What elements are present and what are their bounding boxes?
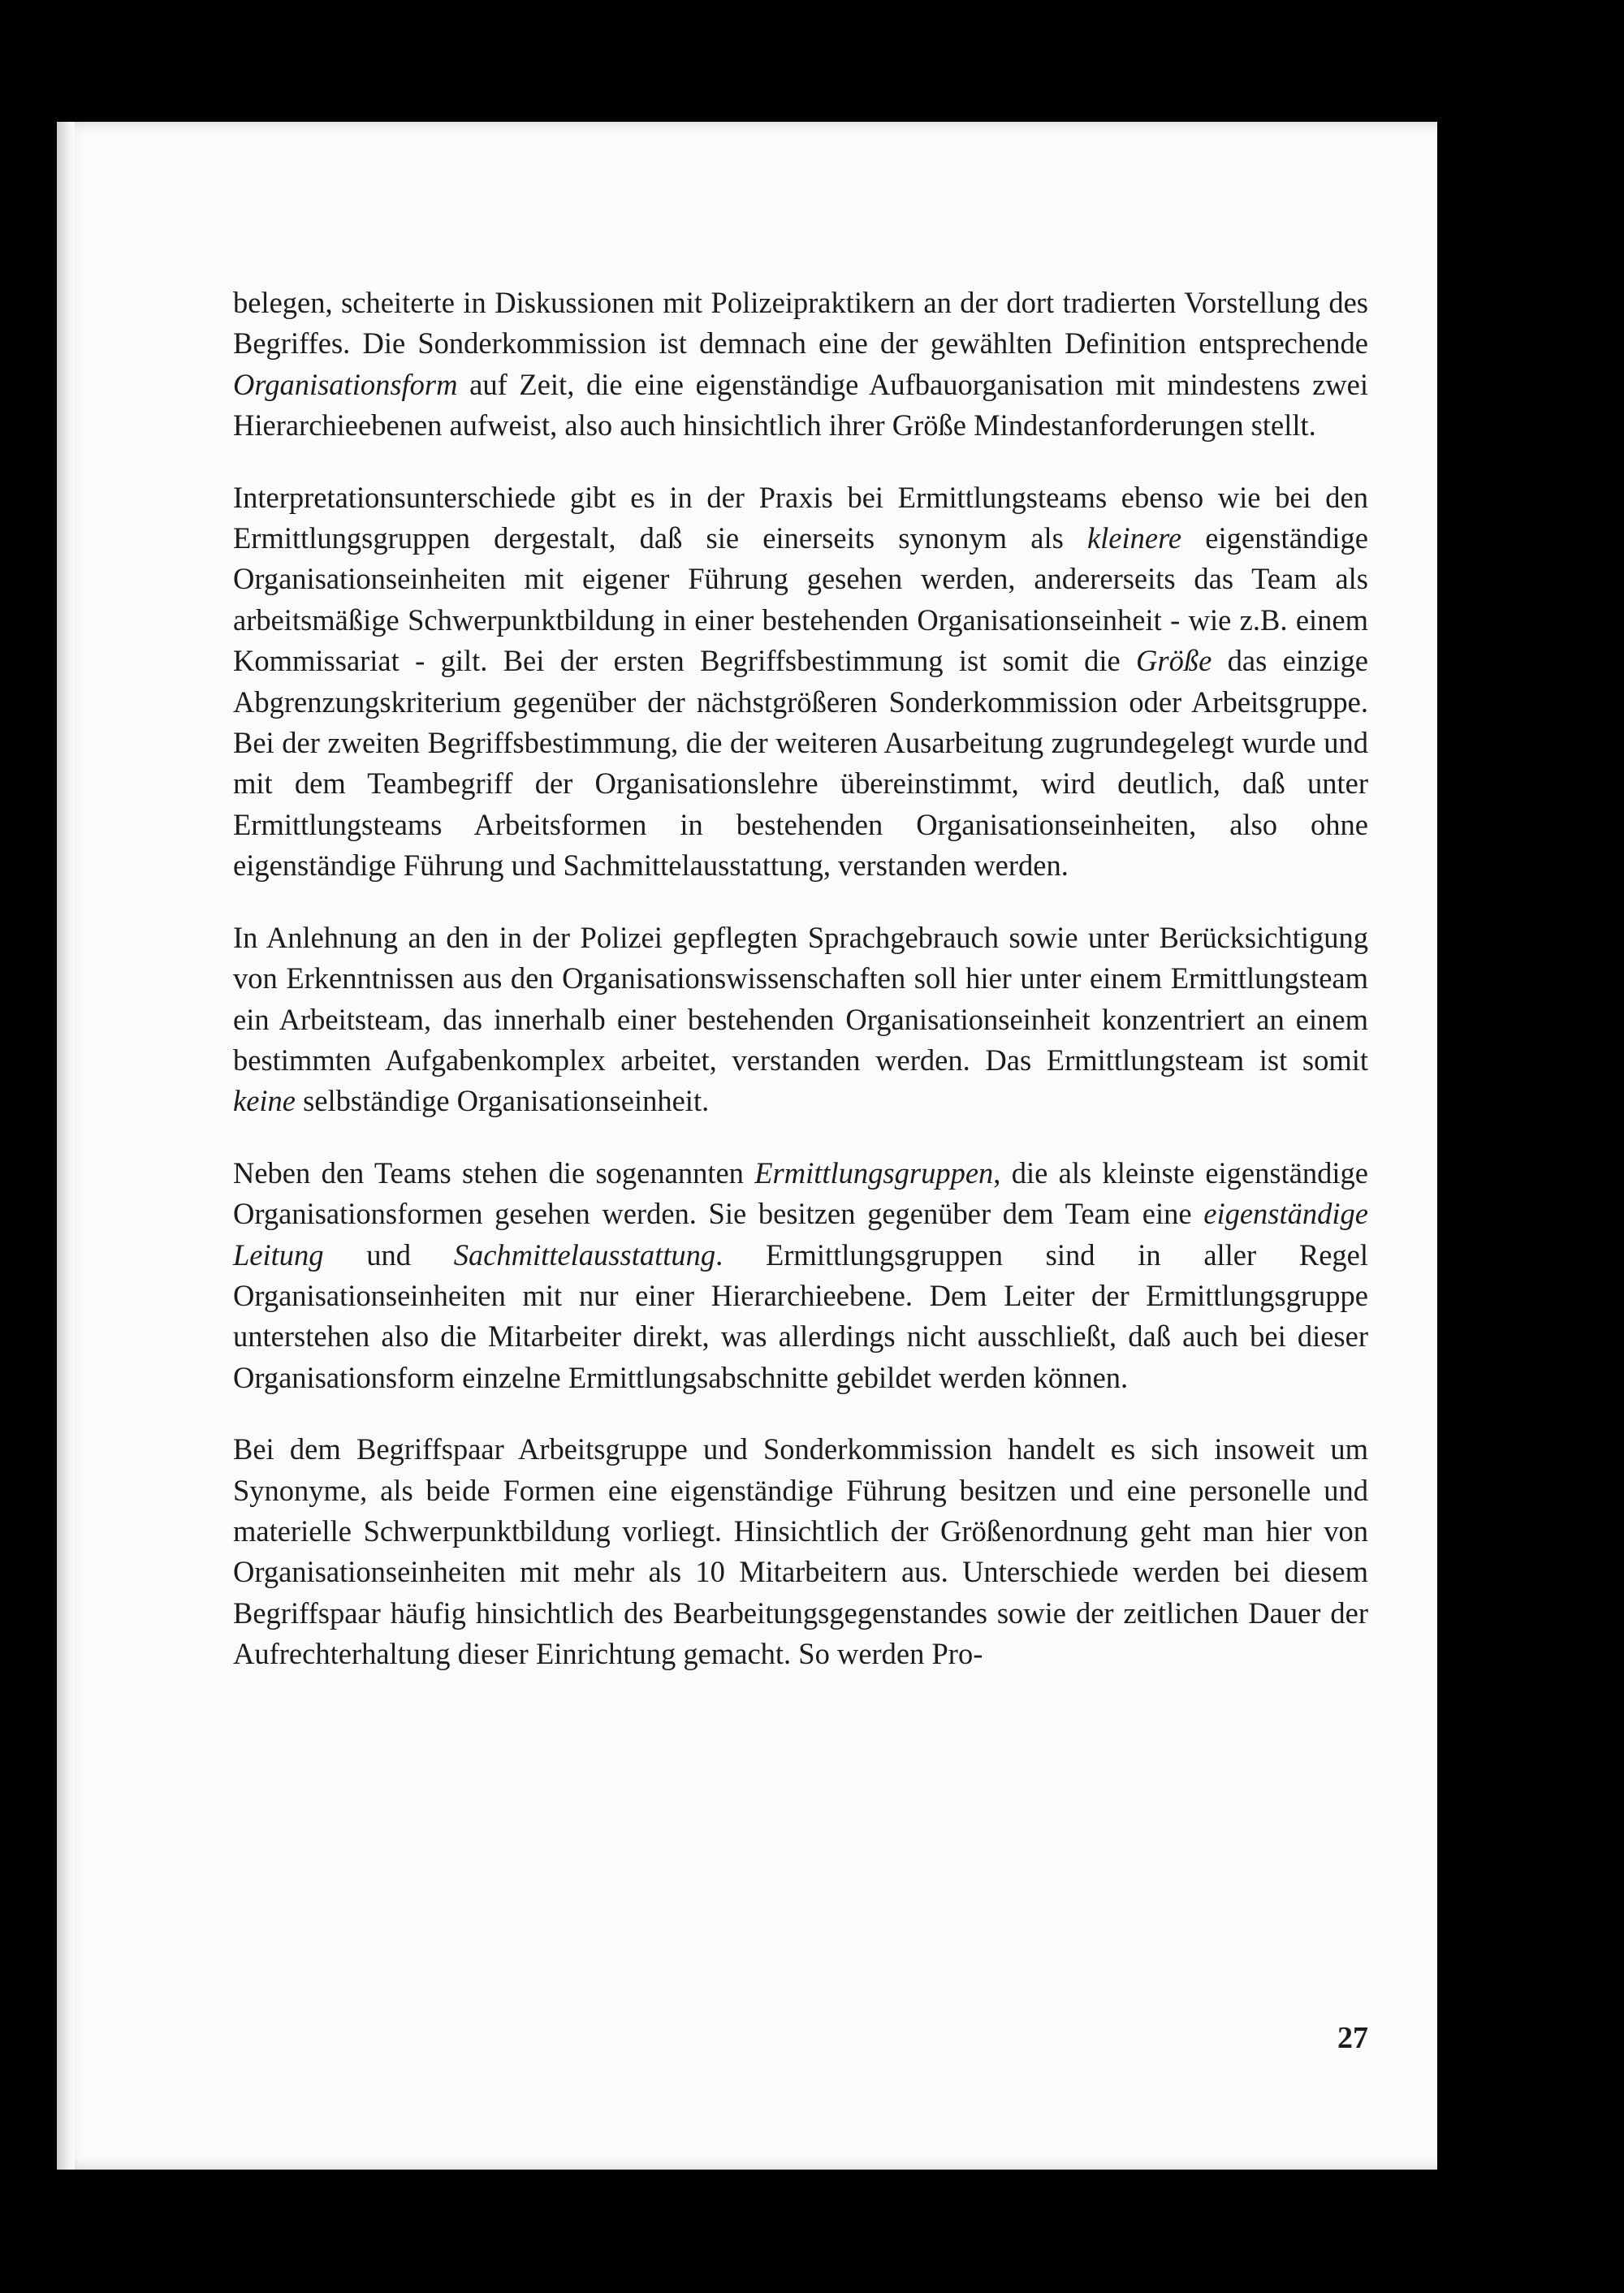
- italic-text-segment: keine: [233, 1084, 296, 1118]
- text-segment: das einzige Abgrenzungskriterium gegenüber der nächstgrößeren Sonderkommission oder Arbeitsgruppe. Bei der zweiten Begriffsbestimmung, die der weiteren Ausarbeitung zugrundegelegt wurde und mit dem Teambegriff der Organisationslehre übereinstimmt, wird deutlich, daß unter Ermittlungsteams Arbeitsformen in bestehenden Organisationseinheiten, also ohne eigenständige Führung und Sachmittelausstattung, verstanden werden.: [233, 644, 1368, 883]
- italic-text-segment: Sachmittelausstattung: [453, 1237, 716, 1272]
- paragraph-2: [233, 477, 1368, 887]
- paragraph-3: [233, 918, 1368, 1122]
- italic-text-segment: kleinere: [1086, 521, 1182, 555]
- body-text: [233, 283, 1368, 1706]
- text-segment: selbständige Organisationseinheit.: [296, 1084, 710, 1118]
- italic-text-segment: Ermittlungsgruppen: [754, 1155, 994, 1190]
- book-page: [57, 122, 1437, 2170]
- text-segment: auf Zeit, die eine eigenständige Aufbauorganisation mit mindestens zwei Hierarchieebenen aufweist, also auch hinsichtlich ihrer Größe Mindestanforderungen stellt.: [233, 367, 1368, 443]
- text-segment: Neben den Teams stehen die sogenannten: [233, 1155, 755, 1190]
- italic-text-segment: eigenständige Leitung: [233, 1197, 1368, 1272]
- text-segment: In Anlehnung an den in der Polizei gepflegten Sprachgebrauch sowie unter Berücksichtigung von Erkenntnissen aus den Organisationswissenschaften soll hier unter einem Ermittlungsteam ein Arbeitsteam, das innerhalb einer bestehenden Organisationseinheit konzentriert an einem bestimmten Aufgabenkomplex arbeitet, verstanden werden. Das Ermittlungsteam ist somit: [233, 920, 1368, 1077]
- text-segment: Interpretationsunterschiede gibt es in der Praxis bei Ermittlungsteams ebenso wie bei den Ermittlungsgruppen dergestalt, daß sie einerseits synonym als: [233, 480, 1368, 555]
- text-segment: . Ermittlungsgruppen sind in aller Regel Organisationseinheiten mit nur einer Hierarchieebene. Dem Leiter der Ermittlungsgruppe unterstehen also die Mitarbeiter direkt, was allerdings nicht ausschließt, daß auch bei dieser Organisationsform einzelne Ermittlungsabschnitte gebildet werden können.: [233, 1237, 1369, 1394]
- text-segment: , die als kleinste eigenständige Organisationsformen gesehen werden. Sie besitzen gegenüber dem Team eine: [233, 1155, 1369, 1231]
- italic-text-segment: Organisationsform: [233, 367, 458, 401]
- paragraph-4: [233, 1153, 1368, 1398]
- text-segment: belegen, scheiterte in Diskussionen mit Polizeipraktikern an der dort tradierten Vorstellung des Begriffes. Die Sonderkommission ist demnach eine der gewählten Definition entsprechende: [233, 286, 1368, 361]
- text-segment: Bei dem Begriffspaar Arbeitsgruppe und Sonderkommission handelt es sich insoweit um Synonyme, als beide Formen eine eigenständige Führung besitzen und eine personelle und materielle Schwerpunktbildung vorliegt. Hinsichtlich der Größenordnung geht man hier von Organisationseinheiten mit mehr als 10 Mitarbeitern aus. Unterschiede werden bei diesem Begriffspaar häufig hinsichtlich des Bearbeitungsgegenstandes sowie der zeitlichen Dauer der Aufrechterhaltung dieser Einrichtung gemacht. So werden Pro-: [233, 1432, 1368, 1671]
- italic-text-segment: Größe: [1136, 644, 1212, 678]
- page-gutter-shadow: [57, 122, 75, 2170]
- page-number: 27: [1337, 2021, 1368, 2055]
- text-segment: und: [323, 1237, 454, 1272]
- text-segment: eigenständige Organisationseinheiten mit eigener Führung gesehen werden, andererseits das Team als arbeitsmäßige Schwerpunktbildung in einer bestehenden Organisationseinheit - wie z.B. einem Kommissariat - gilt. Bei der ersten Begriffsbestimmung ist somit die: [233, 521, 1368, 678]
- paragraph-1: [233, 283, 1368, 447]
- paragraph-5: [233, 1429, 1368, 1674]
